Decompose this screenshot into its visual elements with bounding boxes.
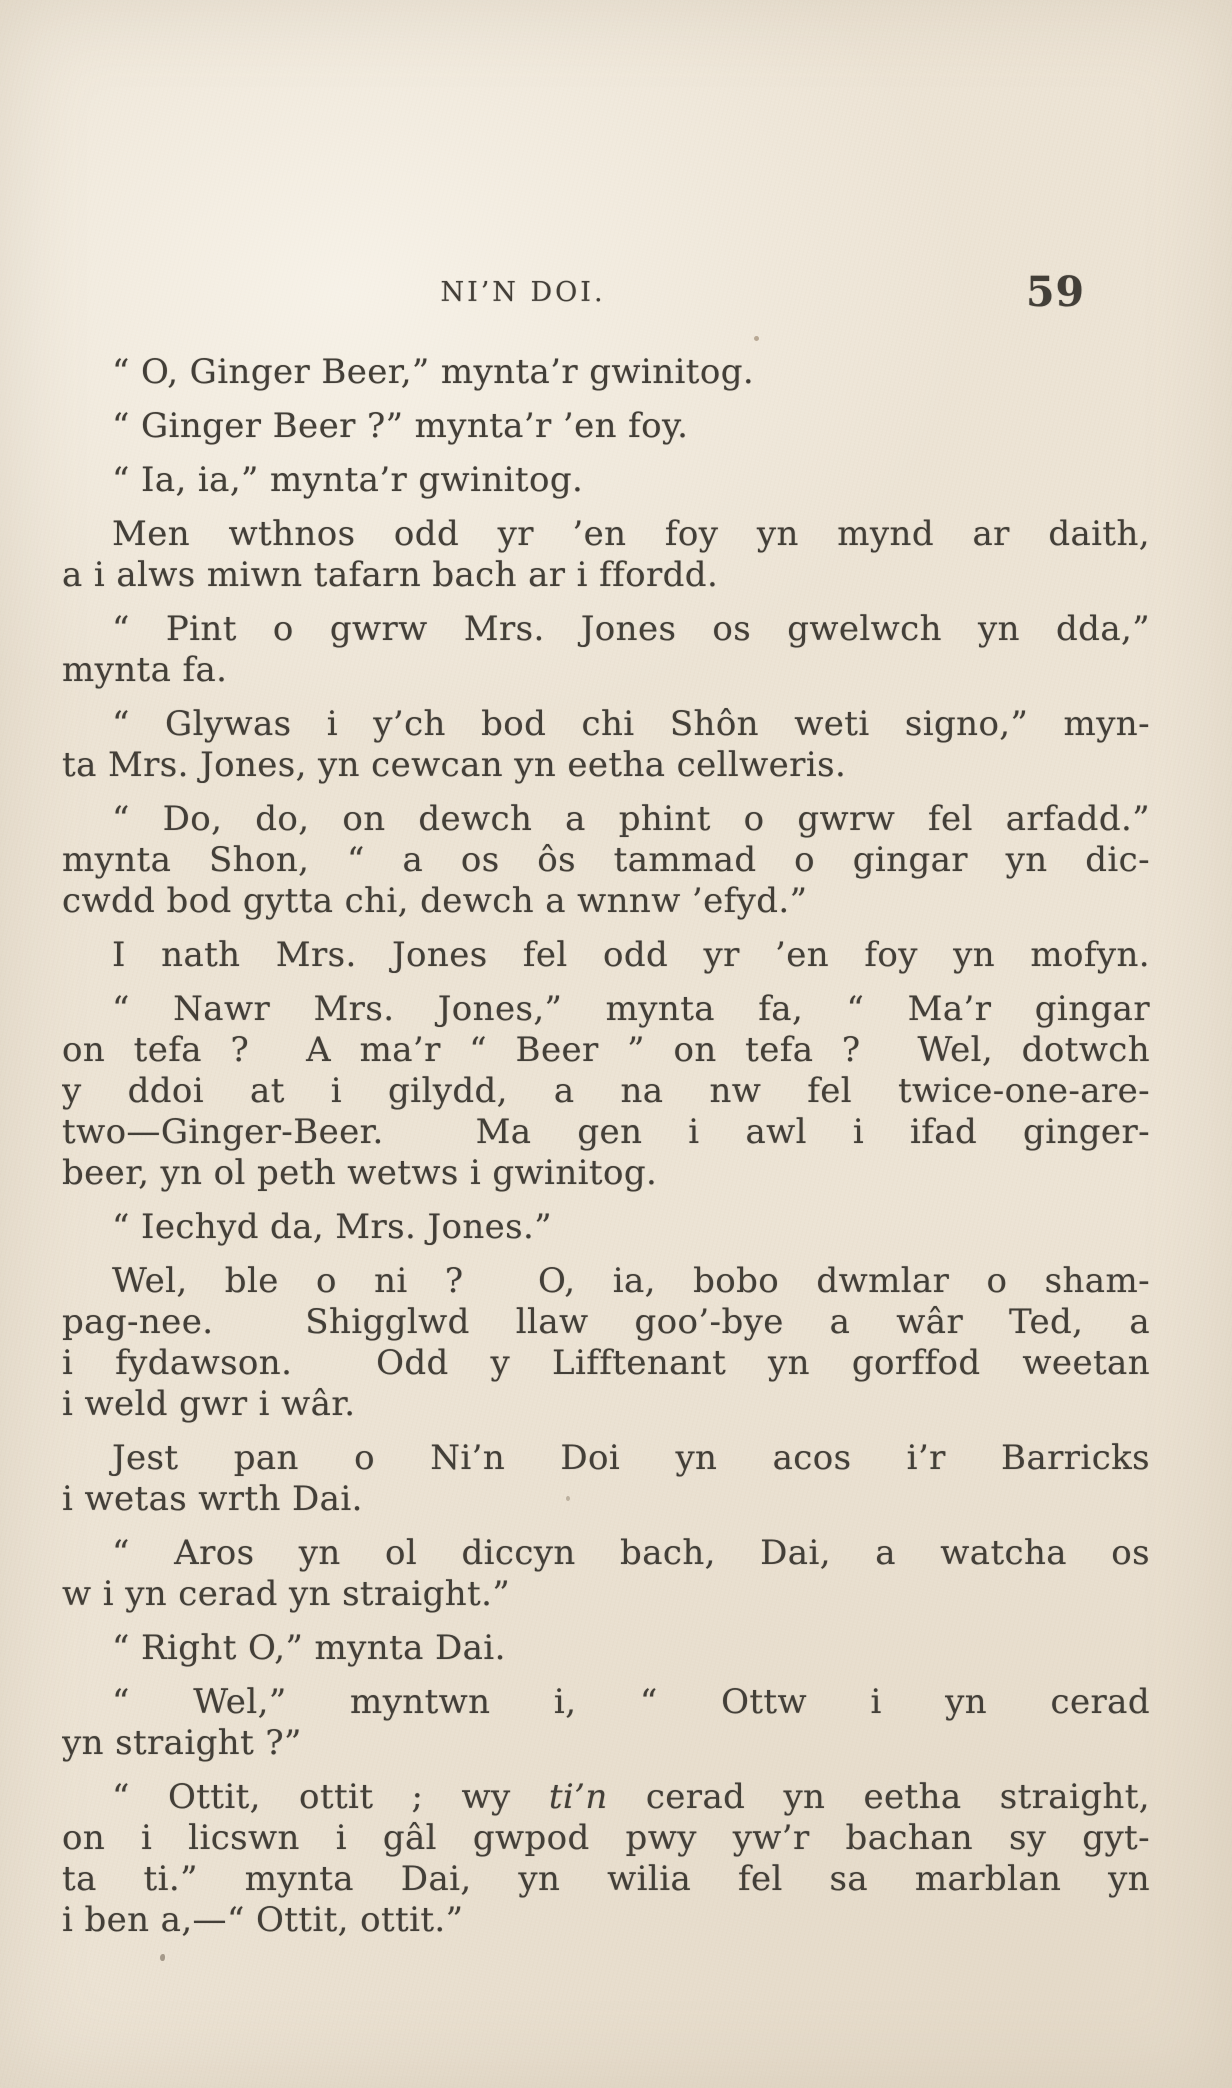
text-line: a i alws miwn tafarn bach ar i ffordd.	[62, 555, 719, 595]
paragraph	[62, 935, 1150, 976]
text-line: i fydawson. Odd y Lifftenant yn gorffod weetan	[62, 1343, 1150, 1383]
text-line: on i licswn i gâl gwpod pwy yw’r bachan sy gyt-	[62, 1818, 1150, 1858]
text-line: Jest pan o Ni’n Doi yn acos i’r Barricks	[112, 1438, 1150, 1478]
paragraph	[62, 1777, 1150, 1941]
paragraph	[62, 1207, 1150, 1248]
text-line: “ Wel,” myntwn i, “ Ottw i yn cerad	[112, 1682, 1150, 1722]
paragraph	[62, 799, 1150, 922]
page-title: NI’N DOI.	[440, 277, 606, 308]
text-line: pag-nee. Shigglwd llaw goo’-bye a wâr Ted, a	[62, 1302, 1150, 1342]
text-line: ta Mrs. Jones, yn cewcan yn eetha cellweris.	[62, 745, 847, 785]
paragraph	[62, 1682, 1150, 1764]
text-line: i weld gwr i wâr.	[62, 1384, 356, 1424]
text-line: ta ti.” mynta Dai, yn wilia fel sa marblan yn	[62, 1859, 1150, 1899]
running-head	[0, 268, 1232, 316]
paper-speck	[160, 1954, 165, 1961]
page-number: 59	[1025, 268, 1085, 316]
paragraph	[62, 1628, 1150, 1669]
text-line: mynta Shon, “ a os ôs tammad o gingar yn dic-	[62, 840, 1150, 880]
paragraph	[62, 406, 1150, 447]
paragraph	[62, 1261, 1150, 1425]
text-line: “ Pint o gwrw Mrs. Jones os gwelwch yn dda,”	[112, 609, 1150, 649]
text-line: “ Ia, ia,” mynta’r gwinitog.	[112, 460, 584, 500]
text-line: i wetas wrth Dai.	[62, 1479, 363, 1519]
text-line: y ddoi at i gilydd, a na nw fel twice-one-are-	[62, 1071, 1150, 1111]
text-line: “ Right O,” mynta Dai.	[112, 1628, 506, 1668]
text-line: mynta fa.	[62, 650, 228, 690]
paragraph	[62, 1533, 1150, 1615]
text-line: cwdd bod gytta chi, dewch a wnnw ’efyd.”	[62, 881, 808, 921]
text-line: “ Aros yn ol diccyn bach, Dai, a watcha os	[112, 1533, 1150, 1573]
text-line: yn straight ?”	[62, 1723, 302, 1763]
text-line: “ Ottit, ottit ; wy ti’n cerad yn eetha straight,	[112, 1777, 1150, 1817]
text-line: Men wthnos odd yr ’en foy yn mynd ar daith,	[112, 514, 1150, 554]
text-line: on tefa ? A ma’r “ Beer ” on tefa ? Wel, dotwch	[62, 1030, 1150, 1070]
text-line: “ Nawr Mrs. Jones,” mynta fa, “ Ma’r gingar	[112, 989, 1150, 1029]
text-line: “ Ginger Beer ?” mynta’r ’en foy.	[112, 406, 689, 446]
text-line: two—Ginger-Beer. Ma gen i awl i ifad ginger-	[62, 1112, 1150, 1152]
paragraph	[62, 704, 1150, 786]
text-line: “ Iechyd da, Mrs. Jones.”	[112, 1207, 552, 1247]
text-line: “ Glywas i y’ch bod chi Shôn weti signo,” myn-	[112, 704, 1150, 744]
paragraph	[62, 514, 1150, 596]
paragraph	[62, 460, 1150, 501]
paragraph	[62, 1438, 1150, 1520]
text-line: beer, yn ol peth wetws i gwinitog.	[62, 1153, 658, 1193]
text-line: i ben a,—“ Ottit, ottit.”	[62, 1900, 464, 1940]
text-column	[62, 352, 1150, 1941]
paragraph	[62, 989, 1150, 1194]
text-line: “ O, Ginger Beer,” mynta’r gwinitog.	[112, 352, 755, 392]
text-line: Wel, ble o ni ? O, ia, bobo dwmlar o sham-	[112, 1261, 1150, 1301]
paper-speck	[566, 1496, 570, 1501]
text-line: I nath Mrs. Jones fel odd yr ’en foy yn mofyn.	[112, 935, 1150, 975]
paper-speck	[754, 336, 759, 341]
paragraph	[62, 609, 1150, 691]
text-line: “ Do, do, on dewch a phint o gwrw fel arfadd.”	[112, 799, 1150, 839]
paragraph	[62, 352, 1150, 393]
text-line: w i yn cerad yn straight.”	[62, 1574, 511, 1614]
